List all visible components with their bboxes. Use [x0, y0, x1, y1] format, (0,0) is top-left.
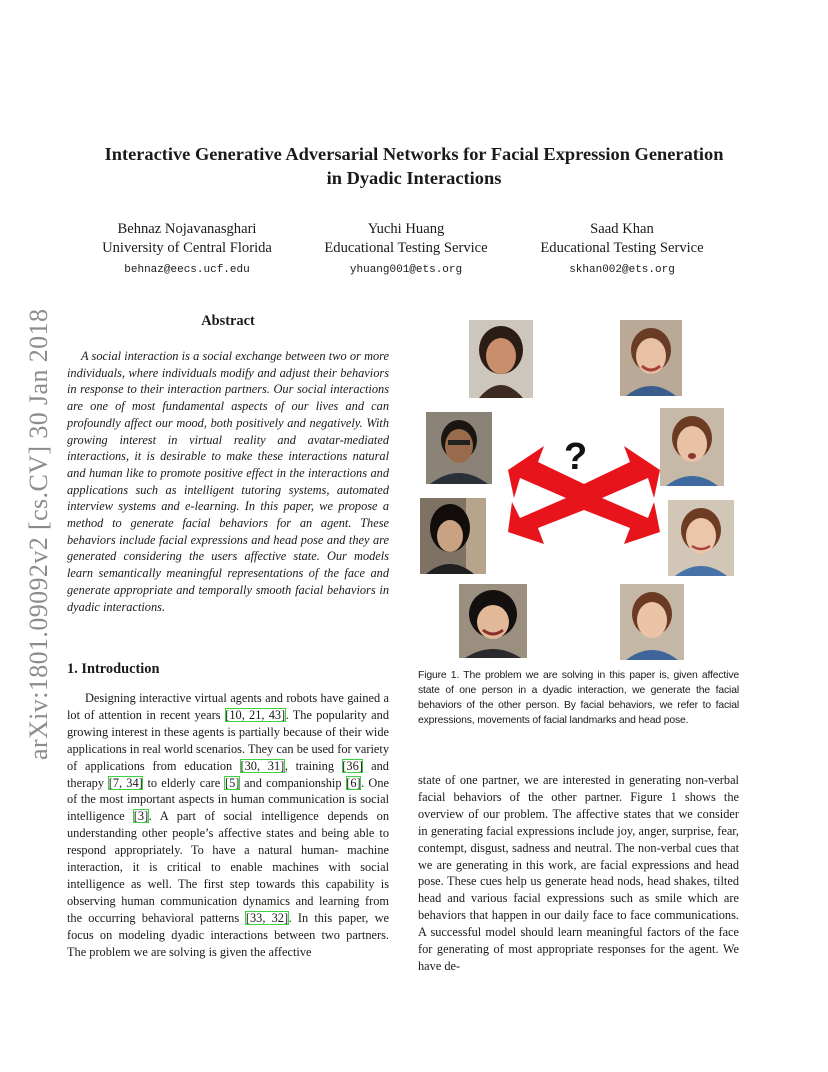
intro-text: to elderly care [147, 775, 221, 790]
author-name: Yuchi Huang [367, 221, 445, 237]
face-photo-left-3 [420, 498, 486, 574]
citation-link[interactable]: [6] [346, 775, 361, 790]
face-photo-right-3 [668, 500, 734, 576]
citation-link[interactable]: [30, 31] [240, 758, 285, 773]
author-name: Saad Khan [590, 221, 654, 237]
author-email[interactable]: skhan002@ets.org [569, 264, 675, 276]
author-affiliation: University of Central Florida [102, 240, 272, 256]
author-1 [84, 220, 290, 280]
author-3 [522, 220, 722, 280]
title-line-2: in Dyadic Interactions [326, 168, 502, 188]
arxiv-stamp: arXiv:1801.09092v2 [cs.CV] 30 Jan 2018 [24, 308, 53, 760]
face-photo-right-1 [620, 320, 682, 396]
author-name: Behnaz Nojavanasghari [117, 221, 257, 237]
question-mark: ? [564, 436, 588, 478]
citation-link[interactable]: [3] [133, 809, 149, 824]
intro-text: . One of the most important aspects in human communication is social intelligence [67, 775, 389, 824]
author-2 [306, 220, 506, 280]
intro-text: . In this paper, we focus on modeling dyadic interactions between two partners. The problem we are solving is given the affective [67, 910, 389, 959]
face-photo-right-2 [660, 408, 724, 486]
author-affiliation: Educational Testing Service [540, 240, 704, 256]
figure-1 [414, 318, 754, 663]
intro-heading: 1. Introduction [67, 661, 160, 677]
intro-text: . The popularity and growing interest in these agents is partially because of their wide applications in real world scenarios. They can be used for variety of applications from education [67, 707, 389, 773]
citation-link[interactable]: [7, 34] [108, 775, 143, 790]
citation-link[interactable]: [5] [224, 775, 240, 790]
author-email[interactable]: yhuang001@ets.org [349, 264, 463, 276]
intro-paragraph [67, 690, 389, 961]
title-line-1: Interactive Generative Adversarial Networks for Facial Expression Generation [104, 144, 724, 164]
abstract-text: A social interaction is a social exchange between two or more individuals, where individuals modify and adjust their behaviors in response to their interaction partners. Our social interactions are one of most fundamental aspects of our lives and can profoundly affect our mood, both positively and negatively. With growing interest in virtual reality and avatar-mediated interactions, it is desirable to make these interactions natural and human like to promote positive effect in the interactions and applications such as intelligent tutoring systems, automated interview systems and e-learning. In this paper, we propose a method to generate facial behaviors for an agent. These behaviors include facial expressions and head pose and they are generated considering the users affective state. Our models learn semantically meaningful representations of the face and generate appropriate and temporally smooth facial behaviors in dyadic interactions. [67, 349, 389, 614]
face-photo-right-4 [620, 584, 684, 660]
author-email[interactable]: behnaz@eecs.ucf.edu [124, 264, 250, 276]
citation-link[interactable]: [10, 21, 43] [225, 707, 286, 722]
intro-text: and therapy [67, 758, 389, 790]
paper-title [40, 142, 788, 190]
intro-text: and companionship [244, 775, 342, 790]
citation-link[interactable]: [33, 32] [245, 910, 289, 925]
face-photo-left-1 [469, 320, 533, 398]
right-column-text: state of one partner, we are interested in generating non-verbal facial behaviors of the other partner. Figure 1 shows the overview of our problem. The affective states that we consider in generating facial expressions include joy, anger, surprise, fear, contempt, disgust, sadness and neutral. The non-verbal cues that we are generating in this work, are facial expressions and head pose. These cues help us generate head nods, head shakes, tilted head and various facial expressions such as smile which are behaviors that happen in our daily face to face communications. A successful model should learn meaningful factors of the face for generating of most appropriate responses for the agent. We have de- [418, 773, 739, 973]
citation-link[interactable]: [36] [342, 758, 363, 773]
face-photo-left-2 [426, 412, 492, 484]
intro-text: , training [284, 758, 335, 773]
author-affiliation: Educational Testing Service [324, 240, 488, 256]
intro-text: Designing interactive virtual agents and robots have gained a lot of attention in recent years [67, 691, 389, 722]
intro-text: . A part of social intelligence depends on understanding other people’s affective states and being able to respond appropriately. To have a natural human- machine interaction, it is critical to enable machines with social intelligence as well. The first step towards this capability is observing human communication dynamics and learning from the occurring behavioral patterns [67, 809, 389, 925]
figure-caption: Figure 1. The problem we are solving in this paper is, given affective state of one person in a dyadic interaction, we generate the facial behaviors of the other person. By facial behaviors, we refer to facial expressions, movements of facial landmarks and head pose. [418, 670, 739, 726]
face-photo-left-4 [459, 584, 527, 658]
abstract-heading: Abstract [201, 313, 255, 329]
